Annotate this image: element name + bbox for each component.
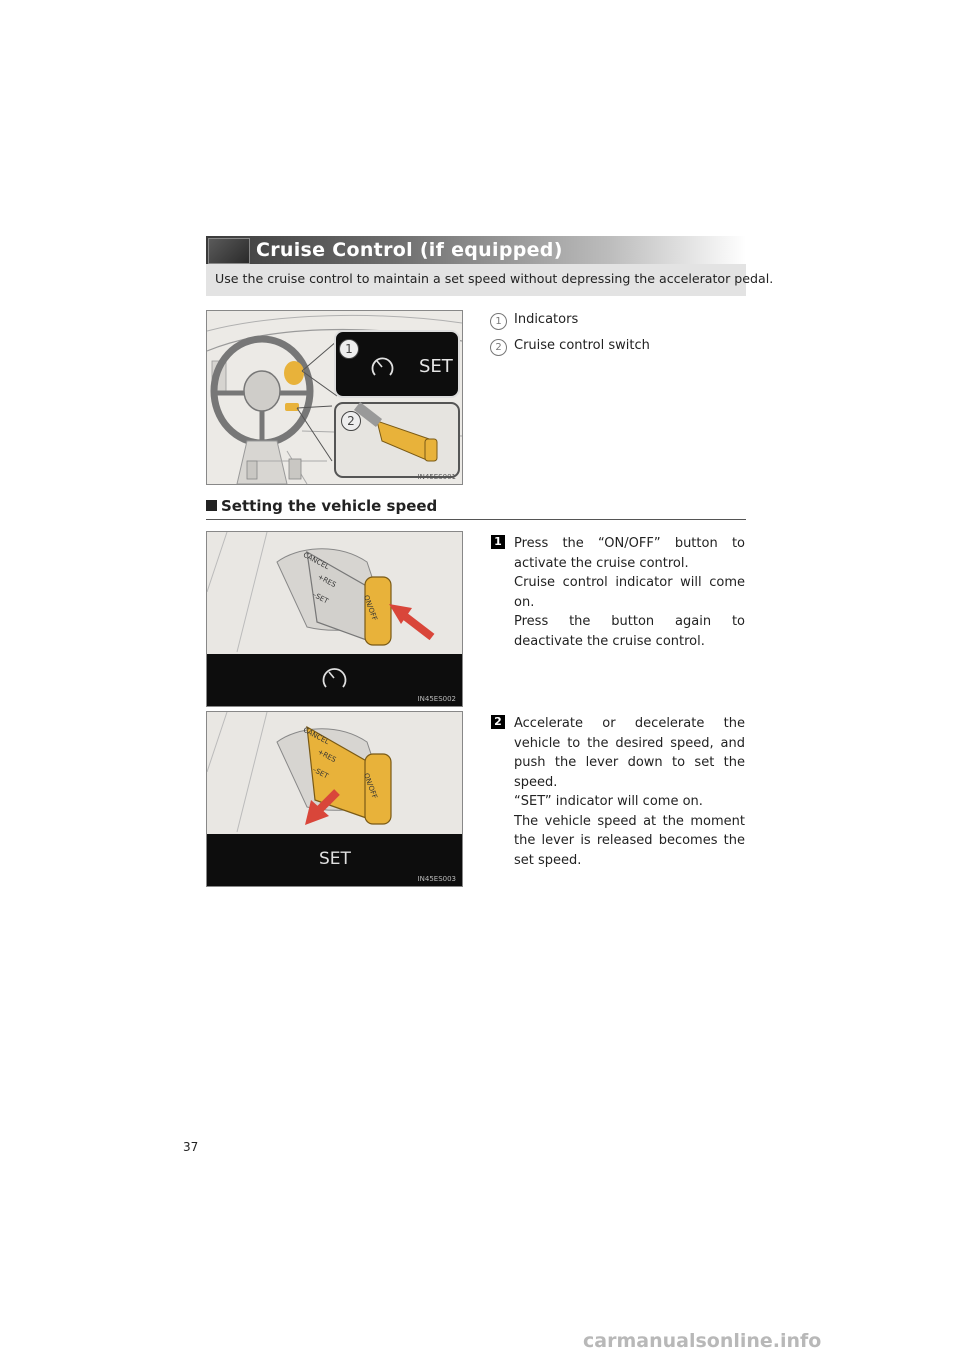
lever-label-res: +RES <box>316 572 338 590</box>
set-indicator-label: SET <box>419 356 453 377</box>
page-number: 37 <box>183 1140 199 1154</box>
step-1-text <box>514 534 745 651</box>
set-indicator-label: SET <box>319 849 351 869</box>
section-rule <box>206 519 746 520</box>
lever-label-set: –SET <box>311 590 330 606</box>
figure-code: IN45ES003 <box>417 875 456 883</box>
legend-number: 2 <box>490 339 507 356</box>
intro-text: Use the cruise control to maintain a set speed without depressing the accelerator pedal. <box>215 271 774 286</box>
section-heading: Setting the vehicle speed <box>206 497 437 515</box>
legend-label: Indicators <box>514 312 579 327</box>
legend-label: Cruise control switch <box>514 338 650 353</box>
watermark: carmanualsonline.info <box>583 1330 822 1352</box>
step-2-line: The vehicle speed at the moment the lever is released becomes the set speed. <box>514 813 745 868</box>
lever-label-set: –SET <box>311 765 330 781</box>
cockpit-illustration <box>207 311 462 484</box>
callout-number-1: 1 <box>339 339 359 359</box>
step-2-line: Accelerate or decelerate the vehicle to the desired speed, and push the lever down to set the speed. <box>514 716 745 790</box>
arrow-icon <box>389 604 432 637</box>
step-1-line: Cruise control indicator will come on. <box>514 575 745 610</box>
step-1-line: Press the button again to deactivate the cruise control. <box>514 614 745 649</box>
lever-label-onoff: ON/OFF <box>362 594 379 622</box>
lever-label-res: +RES <box>316 747 338 765</box>
figure-step-2 <box>206 711 463 887</box>
callout-number-2: 2 <box>341 411 361 431</box>
lever-label-onoff: ON/OFF <box>362 772 379 800</box>
figure-step-1 <box>206 531 463 707</box>
title-thumbnail <box>208 238 250 264</box>
step-2-text <box>514 714 745 870</box>
legend-number: 1 <box>490 313 507 330</box>
figure-cockpit <box>206 310 463 485</box>
step-number-1: 1 <box>491 535 505 549</box>
step-1-line: Press the “ON/OFF” button to activate the cruise control. <box>514 536 745 571</box>
step-2-line: “SET” indicator will come on. <box>514 794 703 809</box>
lever-label-cancel: CANCEL <box>301 550 331 572</box>
page-title: Cruise Control (if equipped) <box>256 239 563 261</box>
lever-label-cancel: CANCEL <box>301 725 331 747</box>
step-number-2: 2 <box>491 715 505 729</box>
figure-code: IN45ES001 <box>417 473 456 481</box>
lever-onoff-illustration <box>207 532 462 706</box>
figure-code: IN45ES002 <box>417 695 456 703</box>
section-bullet-icon <box>206 500 217 511</box>
